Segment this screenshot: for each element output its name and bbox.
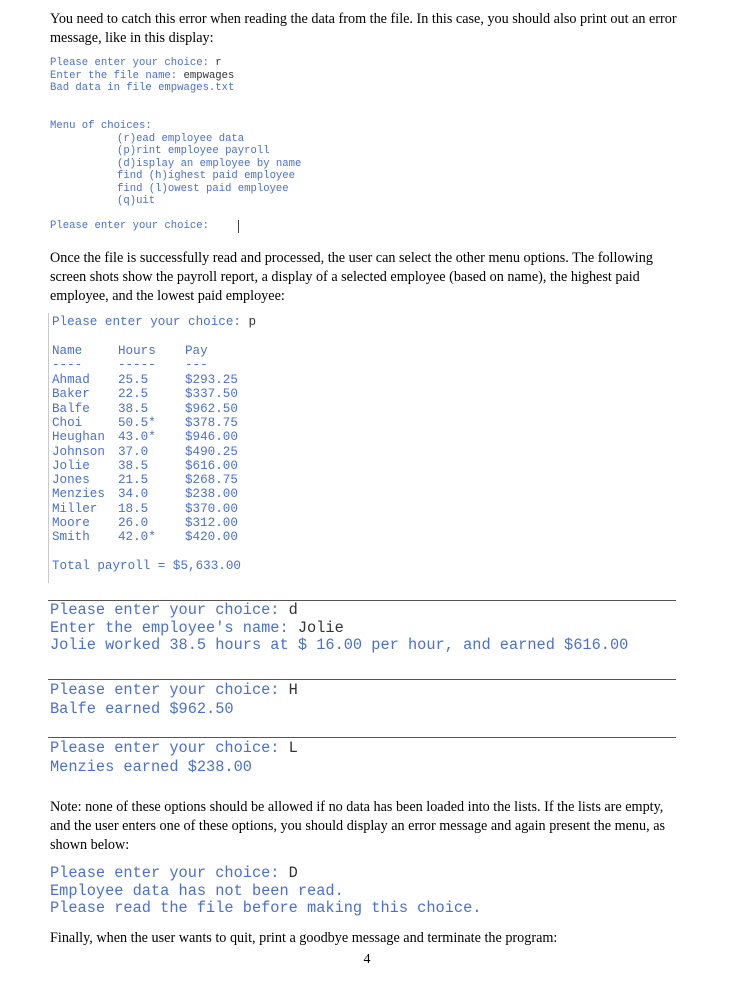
payroll-cell-name: Ahmad xyxy=(52,373,90,387)
console-line: Please enter your choice: D xyxy=(50,864,298,882)
nodata-error: Employee data has not been read. xyxy=(50,881,344,900)
column-header-name: Name xyxy=(52,344,83,358)
error-message: Bad data in file empwages.txt xyxy=(50,82,235,94)
console-line: Please enter your choice: L xyxy=(50,739,298,757)
console-line: Please enter your choice: xyxy=(50,220,216,232)
note-paragraph: Note: none of these options should be allowed if no data has been loaded into the lists. If the lists are empty, and the user enters one of these options, you should display an error message and again present the menu, as shown below: xyxy=(50,799,666,853)
payroll-cell-name: Menzies xyxy=(52,487,105,502)
column-header-pay: Pay xyxy=(185,344,208,358)
menu-item: (d)isplay an employee by name xyxy=(117,157,302,170)
payroll-cell-hours: 18.5 xyxy=(118,501,149,516)
payroll-cell-name: Heughan xyxy=(52,430,105,445)
divider xyxy=(48,679,676,680)
menu-item: (r)ead employee data xyxy=(117,132,245,145)
console-line: Please enter your choice: p xyxy=(52,315,257,329)
divider xyxy=(48,737,676,738)
payroll-cell-pay: $312.00 xyxy=(185,516,238,530)
payroll-cell-hours: 37.0 xyxy=(118,444,149,459)
payroll-cell-name: Jolie xyxy=(52,458,90,473)
payroll-cell-name: Baker xyxy=(52,387,90,402)
payroll-cell-hours: 34.0 xyxy=(118,487,149,502)
payroll-cell-name: Moore xyxy=(52,516,90,530)
payroll-intro-paragraph: Once the file is successfully read and processed, the user can select the other menu options. The following screen shots show the payroll report, a display of a selected employee (based on name), the highest paid employee, and the lowest paid employee: xyxy=(50,250,653,304)
intro-paragraph: You need to catch this error when reading the data from the file. In this case, you should also print out an error message, like in this display: xyxy=(50,11,677,46)
lowest-result: Menzies earned $238.00 xyxy=(50,758,252,776)
payroll-cell-pay: $293.25 xyxy=(185,373,238,387)
payroll-cell-pay: $378.75 xyxy=(185,415,238,430)
console-line: Enter the file name: empwages xyxy=(50,69,235,82)
payroll-cell-name: Smith xyxy=(52,530,90,545)
menu-item: (q)uit xyxy=(117,195,156,207)
payroll-cell-pay: $370.00 xyxy=(185,501,238,516)
payroll-cell-pay: $420.00 xyxy=(185,530,238,545)
menu-item: find (l)owest paid employee xyxy=(117,182,289,195)
quit-paragraph: Finally, when the user wants to quit, print a goodbye message and terminate the program: xyxy=(50,930,558,946)
highest-result: Balfe earned $962.50 xyxy=(50,700,234,718)
payroll-cell-hours: 26.0 xyxy=(118,516,149,530)
header-underline: ---- xyxy=(52,358,83,372)
payroll-cell-name: Choi xyxy=(52,415,83,430)
console-line: Enter the employee's name: Jolie xyxy=(50,618,344,637)
payroll-cell-pay: $337.50 xyxy=(185,387,238,402)
payroll-cell-pay: $268.75 xyxy=(185,473,238,488)
payroll-cell-hours: 38.5 xyxy=(118,401,149,416)
text-cursor xyxy=(238,220,239,233)
payroll-cell-hours: 25.5 xyxy=(118,373,149,387)
header-underline: ----- xyxy=(118,358,156,372)
console-line: Please enter your choice: d xyxy=(50,601,298,619)
payroll-cell-pay: $490.25 xyxy=(185,444,238,459)
payroll-cell-hours: 21.5 xyxy=(118,473,149,488)
payroll-cell-name: Johnson xyxy=(52,444,105,459)
nodata-instruction: Please read the file before making this choice. xyxy=(50,899,482,917)
payroll-cell-name: Miller xyxy=(52,501,98,516)
payroll-cell-pay: $616.00 xyxy=(185,458,238,473)
console-line: Please enter your choice: r xyxy=(50,57,222,69)
menu-item: (p)rint employee payroll xyxy=(117,145,270,157)
console-line: Please enter your choice: H xyxy=(50,681,298,699)
menu-title: Menu of choices: xyxy=(50,120,152,132)
payroll-cell-hours: 42.0* xyxy=(118,530,156,545)
payroll-cell-hours: 38.5 xyxy=(118,458,149,473)
payroll-cell-hours: 22.5 xyxy=(118,387,149,402)
payroll-cell-pay: $962.50 xyxy=(185,401,238,416)
payroll-cell-pay: $946.00 xyxy=(185,430,238,445)
payroll-cell-name: Balfe xyxy=(52,401,90,416)
total-payroll: Total payroll = $5,633.00 xyxy=(52,559,241,573)
column-header-hours: Hours xyxy=(118,344,156,358)
payroll-cell-hours: 50.5* xyxy=(118,415,156,430)
payroll-cell-hours: 43.0* xyxy=(118,430,156,445)
header-underline: --- xyxy=(185,358,208,372)
payroll-cell-pay: $238.00 xyxy=(185,487,238,502)
payroll-cell-name: Jones xyxy=(52,473,90,488)
menu-item: find (h)ighest paid employee xyxy=(117,170,296,182)
page-number: 4 xyxy=(363,952,371,967)
display-result: Jolie worked 38.5 hours at $ 16.00 per hour, and earned $616.00 xyxy=(50,636,629,654)
